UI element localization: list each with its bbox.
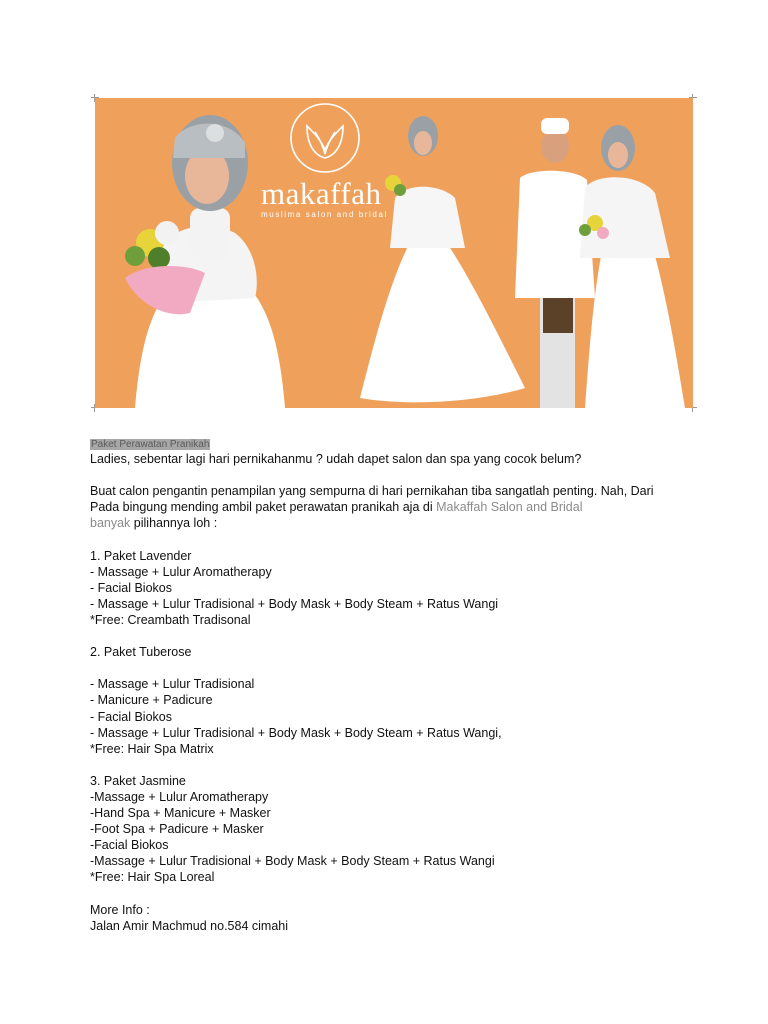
package-item: -Hand Spa + Manicure + Masker [90,806,271,821]
package-item: -Facial Biokos [90,838,169,853]
package-item: -Massage + Lulur Tradisional + Body Mask + Body Steam + Ratus Wangi [90,854,495,869]
lotus-logo-icon [291,104,359,172]
address-text: Jalan Amir Machmud no.584 cimahi [90,918,289,933]
package-item: - Manicure + Padicure [90,693,213,708]
package-item: - Massage + Lulur Tradisional + Body Mask + Body Steam + Ratus Wangi, [90,725,502,740]
package-item: - Massage + Lulur Tradisional [90,677,255,692]
paragraph-line [90,499,690,515]
paragraph-text: Pada bingung mending ambil paket perawatan pranikah aja di [90,500,437,515]
package-title: 3. Paket Jasmine [90,773,186,788]
image-caption: Paket Perawatan Pranikah [91,439,210,450]
package-item: -Massage + Lulur Aromatherapy [90,789,269,804]
package-free: *Free: Hair Spa Loreal [90,870,215,885]
more-info-label: More Info : [90,902,150,917]
bridal-models-illustration [95,98,693,408]
paragraph-line [90,515,690,531]
promo-banner [95,98,693,408]
intro-line: Ladies, sebentar lagi hari pernikahanmu ? udah dapet salon dan spa yang cocok belum? [90,452,582,466]
salon-link-continued[interactable]: banyak [90,516,131,531]
package-free: *Free: Creambath Tradisonal [90,612,251,627]
bride-figure-center [360,116,525,402]
package-title: 2. Paket Tuberose [90,645,192,660]
brand-logo-text: makaffah [261,176,382,211]
package-item: - Facial Biokos [90,580,172,595]
package-item: - Massage + Lulur Aromatherapy [90,564,272,579]
groom-figure [515,118,595,408]
salon-link[interactable]: Makaffah Salon and Bridal [436,500,583,515]
paragraph-text: pilihannya loh : [130,516,218,531]
package-item: -Foot Spa + Padicure + Masker [90,822,264,837]
brand-tagline: muslima salon and bridal [261,210,388,219]
package-item: - Facial Biokos [90,709,172,724]
article-body [90,451,690,934]
package-free: *Free: Hair Spa Matrix [90,741,214,756]
package-title: 1. Paket Lavender [90,548,192,563]
package-item: - Massage + Lulur Tradisional + Body Mask + Body Steam + Ratus Wangi [90,596,499,611]
bride-figure-right [579,125,685,408]
paragraph-line: Buat calon pengantin penampilan yang sempurna di hari pernikahan tiba sangatlah penting. Nah, Dari [90,484,654,499]
